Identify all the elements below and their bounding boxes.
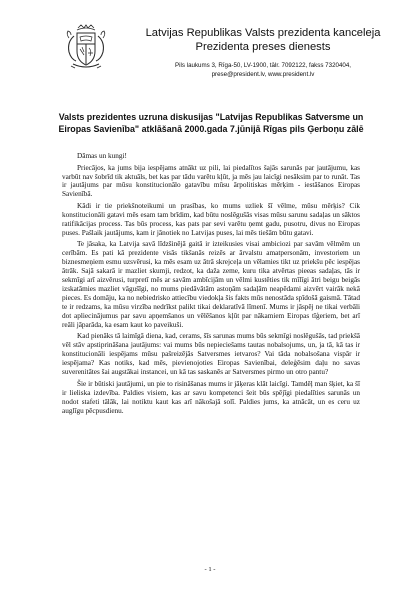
latvian-coat-of-arms-icon xyxy=(65,24,107,70)
paragraph-1: Priecājos, ka jums bija iespējams atnākt uz pili, lai piedalītos šajās sarunās par jautājumu, kas varbūt nav šobrīd tik aktuāls, bet kas par tādu varētu kļūt, ja mēs jau laicīgi nesāksim par to runāt. Tas ir jautājums par mūsu konstitucionālo gatavību mūsu ārpolitiskas mērķim - iestāšanos Eiropas Savienībā. xyxy=(62,163,360,199)
service-name: Prezidenta preses dienests xyxy=(195,41,331,53)
paragraph-3: Te jāsaka, ka Latvija savā līdzšinējā gaitā ir izteikusies visai ambiciozi par savām vēlmēm un cerībām. Es pati kā prezidente visās tikšanās reizēs ar ārvalstu amatpersonām, investoriem un biznesmeņiem esmu uzsvērusi, ka mēs esam uz ātrā skrejceļa un vēlamies tikt uz priekšu pēc iespējas ātrāk. Sajā sakarā ir mazliet skumji, redzot, ka daža zeme, kuru tika atvērtas pieeas sadaļas, tās ir sekmīgi arī aizvērusi, turpretī mēs ar savām ambīcijām un vēlmi kustēties tik mīlīgi ātri beigu beigās izskatāmies mazliet vāgušīgi, no mums piedāvātām astoņām sadaļām neapēdami aizvērt vairāk nekā pieces. Es domāju, ka no nebiedrisko attiecību viedokļa šis fakts mūs nenostāda spīdošā gaismā. Tātad te ir redzams, ka mūsu virzība nedrīkst palikt tikai deklaratīvā līmenī. Mums ir jāspēj ne tikai verbāli dot apliecinājumus par savu apņemšanos un vēlēšanos kļūt par nākamiem Eiropas tīģeriem, bet arī reāli jāparāda, ka esam kaut ko paveikuši. xyxy=(62,240,360,329)
paragraph-2: Kādi ir tie priekšnoteikumi un prasības, ko mums uzliek šī vēlme, mūsu mērķis? Cik konstitucionāli gatavi mēs esam tam brīdim, kad būtu noslēgušās visas mūsu sarunu sadaļas un sāktos ratifikācijas process. Tas būs process, kas pats par sevi varētu ņemt gadu, pusotru, divus no Eiropas puses. Pašlaik jautājums, kam ir jānotiek no Latvijas puses, lai mēs tiešām būtu gatavi. xyxy=(62,201,360,237)
paragraph-4: Kad pienāks tā laimīgā diena, kad, cerams, šīs sarunas mums būs sekmīgi noslēgušās, tad priekšā vēl stāv apstiprināšana jautājums: vai mums būs nepieciešams tautas nobalsojums, un, ja tā, kā tas ir konstitucionāli iespējams mūsu pašreizējās Satversmes ietvaros? Vai tāda nobalsošana vispār ir iespējama? Kas notiks, kad mēs, pievienojoties Eiropas Savienībai, deleģēsim daļu no savas suverenitātes šai augstākai instancei, un kā tas saskanēs ar Satversmes pirmo un otro pantu? xyxy=(62,332,360,377)
contact-email-web: prese@president.lv, www.president.lv xyxy=(211,71,315,78)
paragraph-5: Šie ir būtiski jautājumi, un pie to risināšanas mums ir jāķeras klāt laicīgi. Tamdēļ man šķiet, ka šī ir lieliska izdevība. Paldies visiem, kas ar savu kompetenci šeit būs spējīgi piedalīties sarunās un nodot stafeti tālāk, lai notiktu kaut kas arī nākošajā solī. Paldies jums, ka atnācāt, un es ceru uz auglīgu pēcpusdienu. xyxy=(62,379,360,415)
contact-address: Pils laukums 3, Rīga-50, LV-1900, tālr. 7092122, fakss 7320404, xyxy=(175,62,351,69)
page-number: - 1 - xyxy=(204,566,216,573)
org-name: Latvijas Republikas Valsts prezidenta kanceleja xyxy=(145,27,381,39)
greeting: Dāmas un kungi! xyxy=(77,152,127,160)
letterhead xyxy=(118,26,408,79)
document-title: Valsts prezidentes uzruna diskusijas "Latvijas Republikas Satversme un Eiropas Savienība" atklāšanā 2000.gada 7.jūnijā Rīgas pils Ģerboņu zālē xyxy=(58,112,364,134)
speech-body xyxy=(62,152,360,418)
